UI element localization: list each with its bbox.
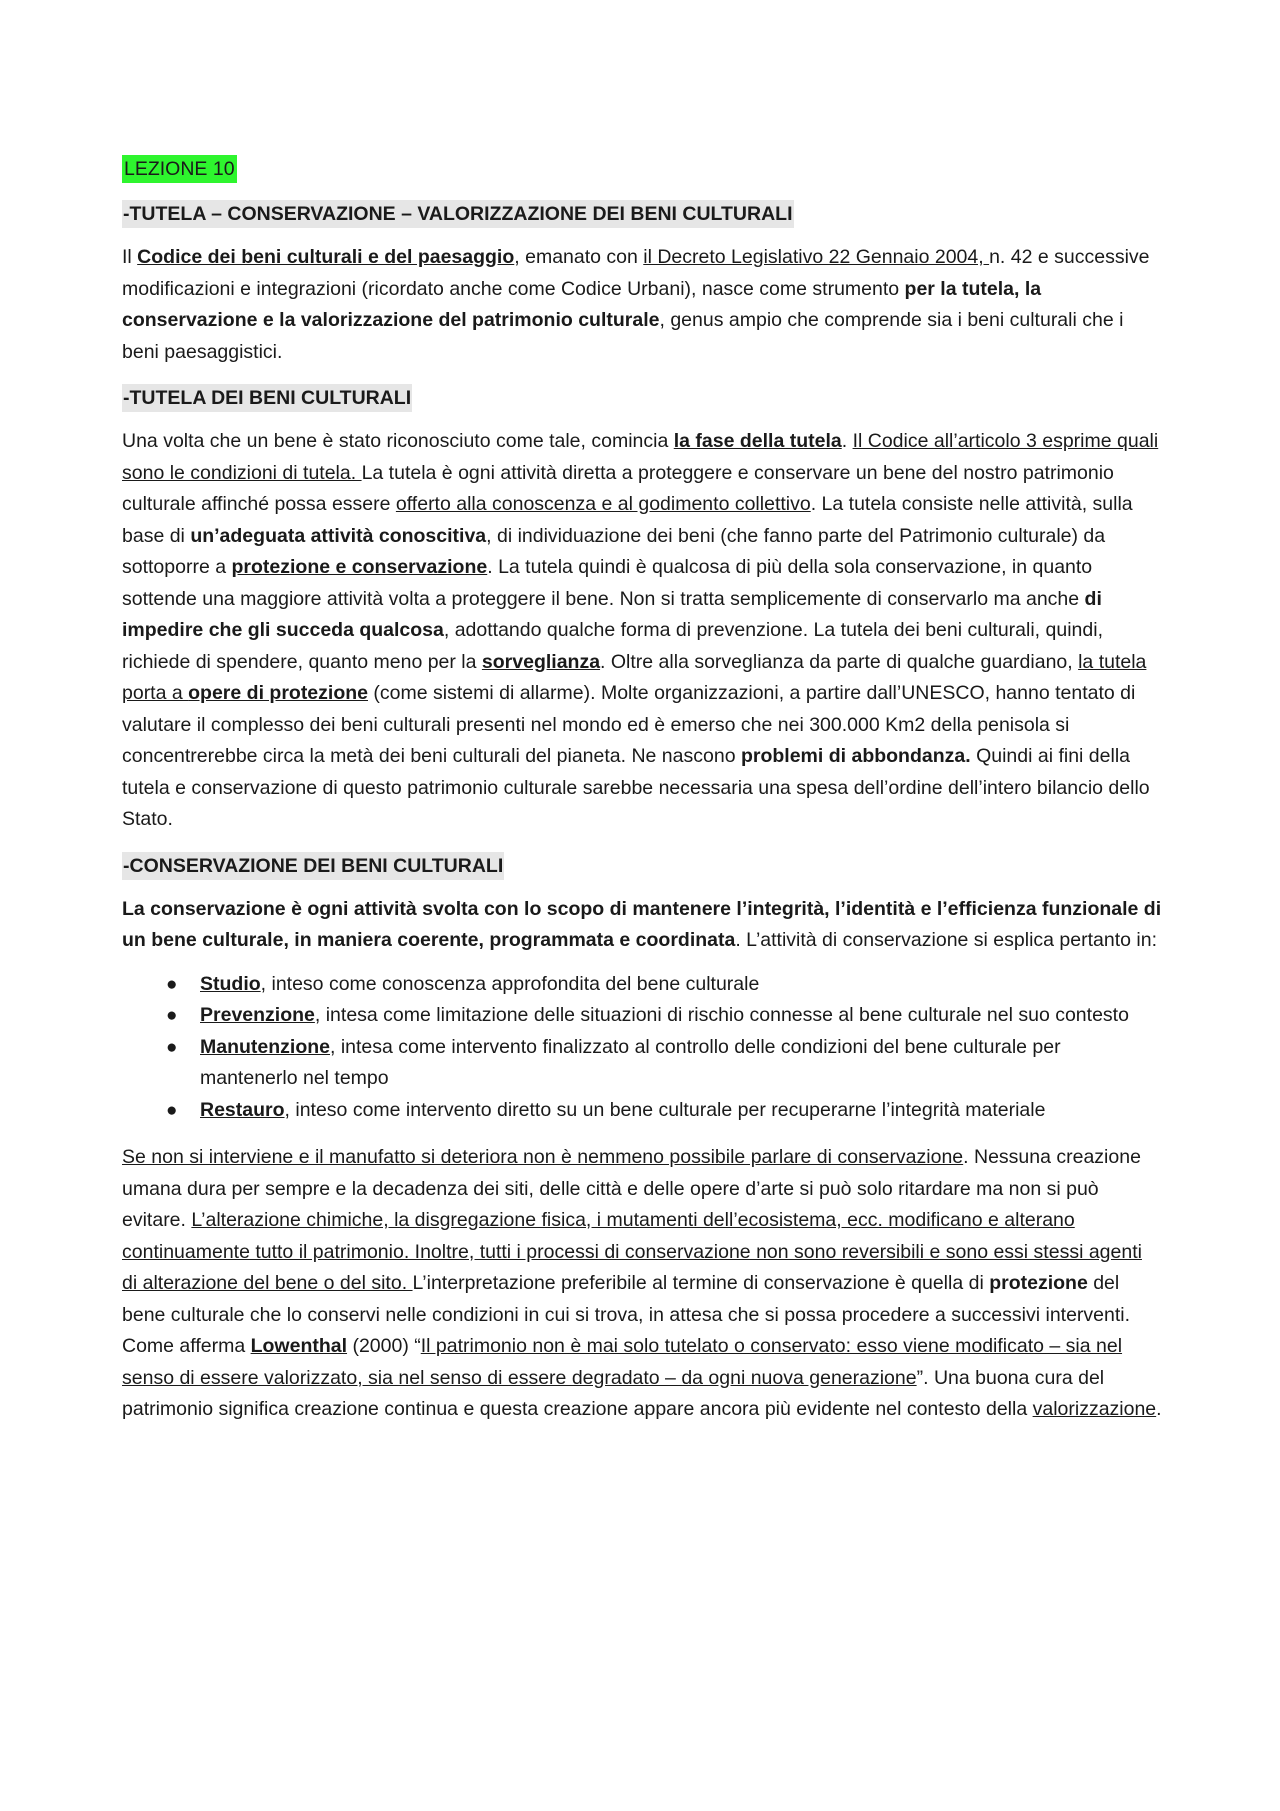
tutela-text: Una volta che un bene è stato riconosciuto come tale, comincia (122, 430, 674, 452)
final-quote: Il patrimonio non è mai solo tutelato o conservato: esso viene modificato – sia nel senso di essere valorizzato, sia nel senso di essere degradato – da ogni nuova generazione (122, 1335, 1123, 1389)
tutela-text: (come sistemi di allarme). Molte organizzazioni, a partire dall’UNESCO, hanno tentato di valutare il complesso dei beni culturali presenti nel mondo ed è emerso che nei 300.000 Km2 della penisola si concentrerebbe circa la metà dei beni culturali del pianeta. Ne nascono (122, 682, 1136, 767)
intro-text: n. 42 e successive modificazioni e integrazioni (ricordato anche come Codice Urbani), nasce come strumento (122, 246, 1150, 300)
lesson-label-wrap (122, 155, 1162, 200)
final-paragraph (122, 1142, 1162, 1426)
list-item-term: Restauro (200, 1098, 285, 1121)
final-author: Lowenthal (250, 1335, 348, 1357)
bullet-icon: ● (166, 973, 178, 995)
conservazione-heading-wrap (122, 852, 1162, 880)
tutela-text: . La tutela quindi è qualcosa di più della sola conservazione, in quanto sottende una maggiore attività volta a proteggere il bene. Non si tratta semplicemente di conservarlo ma anche (122, 556, 1093, 610)
list-item-term: Studio (200, 972, 261, 995)
tutela-leads-to: la tutela porta a (122, 650, 1147, 704)
conservazione-paragraph (122, 894, 1162, 957)
tutela-surveillance: sorveglianza (481, 650, 601, 673)
list-item (122, 1000, 1162, 1032)
final-alteration: L’alterazione chimiche, la disgregazione fisica, i mutamenti dell’ecosistema, ecc. modificano e alterano continuamente tutto il patrimonio. Inoltre, tutti i processi di conservazione non sono reversibili e sono essi stessi agenti di alterazione del bene o del sito. (122, 1209, 1142, 1294)
conservation-activities-list (122, 969, 1162, 1127)
intro-text: Il (122, 246, 138, 268)
list-item (122, 1095, 1162, 1127)
bullet-icon: ● (166, 1036, 178, 1058)
final-deterioration: Se non si interviene e il manufatto si deteriora non è nemmeno possibile parlare di conservazione (122, 1146, 964, 1168)
final-text: . (1156, 1398, 1162, 1420)
list-item (122, 1032, 1162, 1095)
intro-text: , emanato con (514, 246, 644, 268)
final-text: (2000) “ (347, 1335, 421, 1357)
conservazione-heading: -CONSERVAZIONE DEI BENI CULTURALI (122, 852, 504, 880)
tutela-text: , adottando qualche forma di prevenzione. La tutela dei beni culturali, quindi, richiede di spendere, quanto meno per la (122, 619, 1103, 673)
main-heading-wrap (122, 200, 1162, 228)
intro-purpose: per la tutela, la conservazione e la valorizzazione del patrimonio culturale (122, 277, 1042, 331)
tutela-enjoyment: offerto alla conoscenza e al godimento collettivo (395, 493, 811, 515)
tutela-article: Il Codice all’articolo 3 esprime quali sono le condizioni di tutela. (122, 430, 1159, 484)
tutela-text: , di individuazione dei beni (che fanno parte del Patrimonio culturale) da sottoporre a (122, 524, 1106, 578)
tutela-phase: la fase della tutela (673, 430, 842, 452)
list-item-text: , inteso come intervento diretto su un bene culturale per recuperarne l’integrità materiale (284, 1098, 1046, 1121)
intro-code-title: Codice dei beni culturali e del paesaggio (137, 246, 515, 268)
final-protection: protezione (989, 1272, 1088, 1294)
intro-decree: il Decreto Legislativo 22 Gennaio 2004, (643, 246, 990, 268)
list-item-text: , inteso come conoscenza approfondita del bene culturale (260, 972, 760, 995)
tutela-protection: protezione e conservazione (231, 556, 488, 578)
tutela-prevent: di impedire che gli succeda qualcosa (122, 587, 1102, 641)
tutela-works: opere di protezione (188, 682, 368, 704)
conservazione-text: . L’attività di conservazione si esplica pertanto in: (735, 929, 1157, 951)
tutela-knowledge: un’adeguata attività conoscitiva (190, 524, 487, 547)
tutela-text: La tutela è ogni attività diretta a proteggere e conservare un bene del nostro patrimonio culturale affinché possa essere (122, 461, 1114, 515)
list-item-text: , intesa come limitazione delle situazioni di rischio connesse al bene culturale nel suo contesto (314, 1004, 1129, 1026)
tutela-text: Quindi ai fini della tutela e conservazione di questo patrimonio culturale sarebbe necessaria una spesa dell’ordine dell’intero bilancio dello Stato. (122, 745, 1150, 830)
conservazione-definition: La conservazione è ogni attività svolta con lo scopo di mantenere l’integrità, l’identità e l’efficienza funzionale di un bene culturale, in maniera coerente, programmata e coordinata (122, 897, 1162, 951)
list-item-term: Manutenzione (200, 1035, 330, 1058)
tutela-text: . Oltre alla sorveglianza da parte di qualche guardiano, (600, 650, 1079, 673)
main-heading: -TUTELA – CONSERVAZIONE – VALORIZZAZIONE DEI BENI CULTURALI (122, 200, 794, 228)
final-text: L’interpretazione preferibile al termine di conservazione è quella di (412, 1272, 990, 1294)
list-item-term: Prevenzione (200, 1004, 315, 1026)
lesson-label: LEZIONE 10 (122, 155, 237, 183)
tutela-text: . (841, 430, 853, 452)
final-text: ”. Una buona cura del patrimonio significa creazione continua e questa creazione appare ancora più evidente nel contesto della (122, 1366, 1105, 1420)
bullet-icon: ● (166, 1099, 178, 1121)
tutela-paragraph (122, 426, 1162, 836)
final-text: del bene culturale che lo conservi nelle condizioni in cui si trova, in attesa che si possa procedere a successivi interventi. Come afferma (122, 1272, 1131, 1357)
tutela-text: . La tutela consiste nelle attività, sulla base di (122, 493, 1133, 547)
tutela-abundance: problemi di abbondanza. (740, 745, 971, 767)
final-valorization: valorizzazione (1032, 1398, 1157, 1420)
bullet-icon: ● (166, 1005, 178, 1026)
list-item (122, 969, 1162, 1001)
list-item-text: , intesa come intervento finalizzato al controllo delle condizioni del bene culturale per mantenerlo nel tempo (200, 1035, 1061, 1089)
tutela-heading-wrap (122, 384, 1162, 412)
intro-paragraph (122, 242, 1162, 368)
tutela-heading: -TUTELA DEI BENI CULTURALI (122, 384, 412, 412)
final-text: . Nessuna creazione umana dura per sempre e la decadenza dei siti, delle città e delle opere d’arte si può solo ritardare ma non si può evitare. (122, 1146, 1141, 1231)
intro-text: , genus ampio che comprende sia i beni culturali che i beni paesaggistici. (122, 309, 1124, 363)
